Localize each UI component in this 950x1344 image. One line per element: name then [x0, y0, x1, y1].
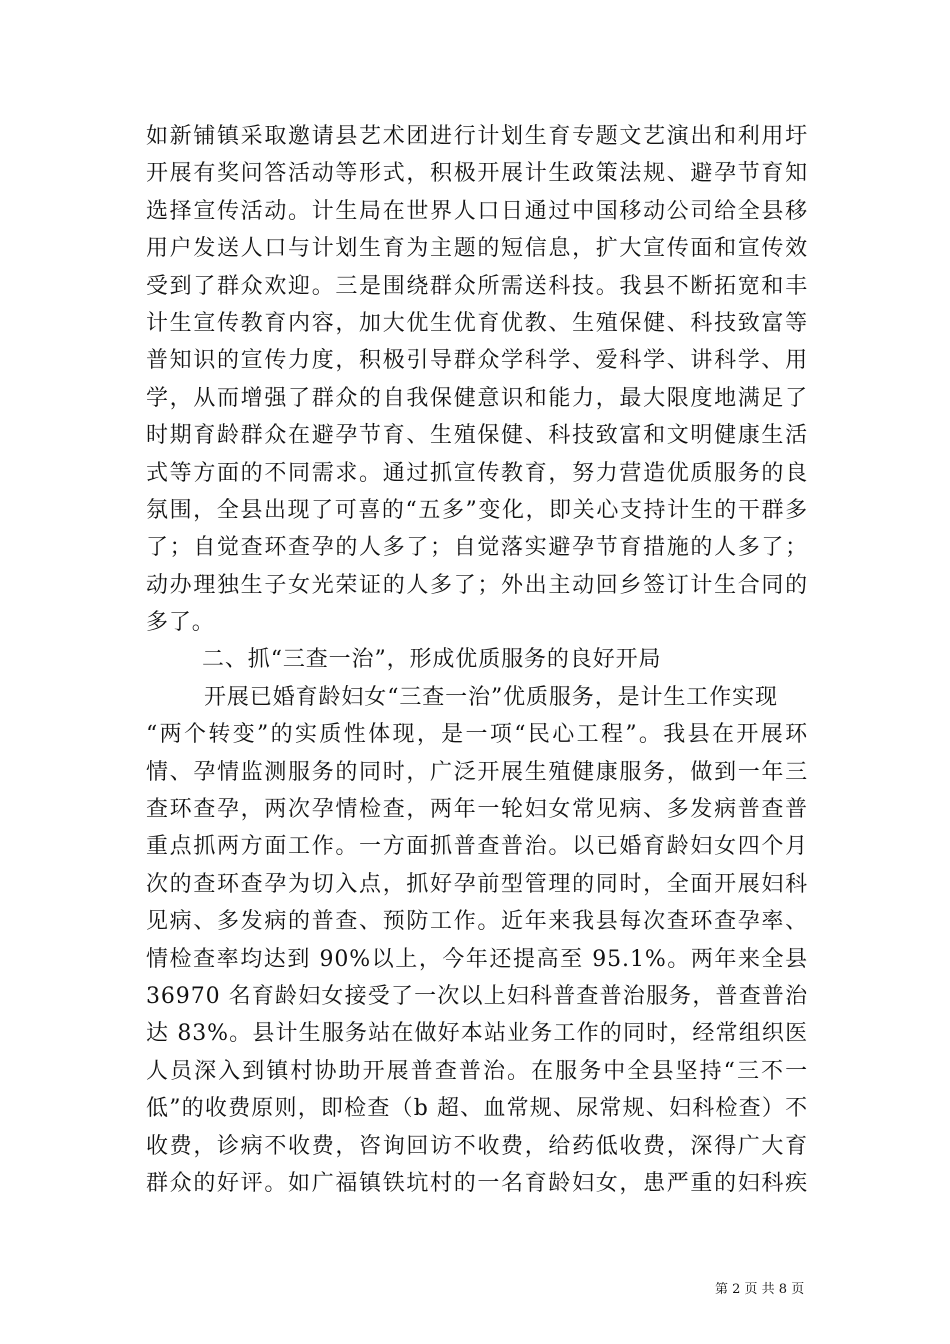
paragraph-2-line: 情检查率均达到 90%以上，今年还提高至 95.1%。两年来全县	[146, 946, 808, 972]
paragraph-1-line: 多了。	[146, 610, 215, 636]
paragraph-1-line: 式等方面的不同需求。通过抓宣传教育，努力营造优质服务的良	[146, 460, 808, 486]
paragraph-1-line: 氛围，全县出现了可喜的“五多”变化，即关心支持计生的干群多	[146, 497, 808, 523]
paragraph-2-line: 开展已婚育龄妇女“三查一治”优质服务，是计生工作实现	[204, 684, 778, 710]
page-number: 第 2 页 共 8 页	[715, 1282, 805, 1297]
paragraph-2-line: 查环查孕，两次孕情检查，两年一轮妇女常见病、多发病普查普	[146, 797, 808, 823]
paragraph-2-line: 见病、多发病的普查、预防工作。近年来我县每次查环查孕率、	[146, 909, 808, 935]
paragraph-1-line: 时期育龄群众在避孕节育、生殖保健、科技致富和文明健康生活	[146, 423, 808, 449]
paragraph-1-line: 如新铺镇采取邀请县艺术团进行计划生育专题文艺演出和利用圩	[146, 124, 808, 149]
paragraph-1-line: 开展有奖问答活动等形式，积极开展计生政策法规、避孕节育知	[146, 161, 808, 187]
paragraph-1-line: 动办理独生子女光荣证的人多了；外出主动回乡签订计生合同的	[146, 572, 808, 598]
section-heading: 二、抓“三查一治”，形成优质服务的良好开局	[202, 647, 662, 673]
paragraph-1-line: 选择宣传活动。计生局在世界人口日通过中国移动公司给全县移	[146, 198, 808, 224]
paragraph-2-line: “两个转变”的实质性体现，是一项“民心工程”。我县在开展环	[146, 722, 808, 748]
paragraph-1-line: 计生宣传教育内容，加大优生优育优教、生殖保健、科技致富等	[146, 310, 808, 336]
paragraph-1-line: 用户发送人口与计划生育为主题的短信息，扩大宣传面和宣传效	[146, 236, 808, 262]
paragraph-1-line: 学，从而增强了群众的自我保健意识和能力，最大限度地满足了	[146, 385, 808, 411]
paragraph-2-line: 群众的好评。如广福镇铁坑村的一名育龄妇女，患严重的妇科疾	[146, 1170, 808, 1196]
paragraph-1-line: 普知识的宣传力度，积极引导群众学科学、爱科学、讲科学、用	[146, 348, 808, 374]
body-text	[146, 118, 808, 1202]
paragraph-2-line: 次的查环查孕为切入点，抓好孕前型管理的同时，全面开展妇科	[146, 871, 808, 897]
paragraph-2-line: 36970 名育龄妇女接受了一次以上妇科普查普治服务，普查普治	[146, 983, 808, 1009]
paragraph-2-line: 达 83%。县计生服务站在做好本站业务工作的同时，经常组织医	[146, 1021, 808, 1047]
paragraph-2-line: 收费，诊病不收费，咨询回访不收费，给药低收费，深得广大育	[146, 1133, 808, 1159]
paragraph-2-line: 低”的收费原则，即检查（b 超、血常规、尿常规、妇科检查）不	[146, 1096, 808, 1122]
paragraph-2-line: 人员深入到镇村协助开展普查普治。在服务中全县坚持“三不一	[146, 1058, 808, 1084]
paragraph-1-line: 受到了群众欢迎。三是围绕群众所需送科技。我县不断拓宽和丰	[146, 273, 808, 299]
paragraph-2-line: 重点抓两方面工作。一方面抓普查普治。以已婚育龄妇女四个月	[146, 834, 808, 860]
paragraph-1-line: 了；自觉查环查孕的人多了；自觉落实避孕节育措施的人多了；	[146, 535, 808, 561]
paragraph-2-line: 情、孕情监测服务的同时，广泛开展生殖健康服务，做到一年三	[146, 759, 808, 785]
